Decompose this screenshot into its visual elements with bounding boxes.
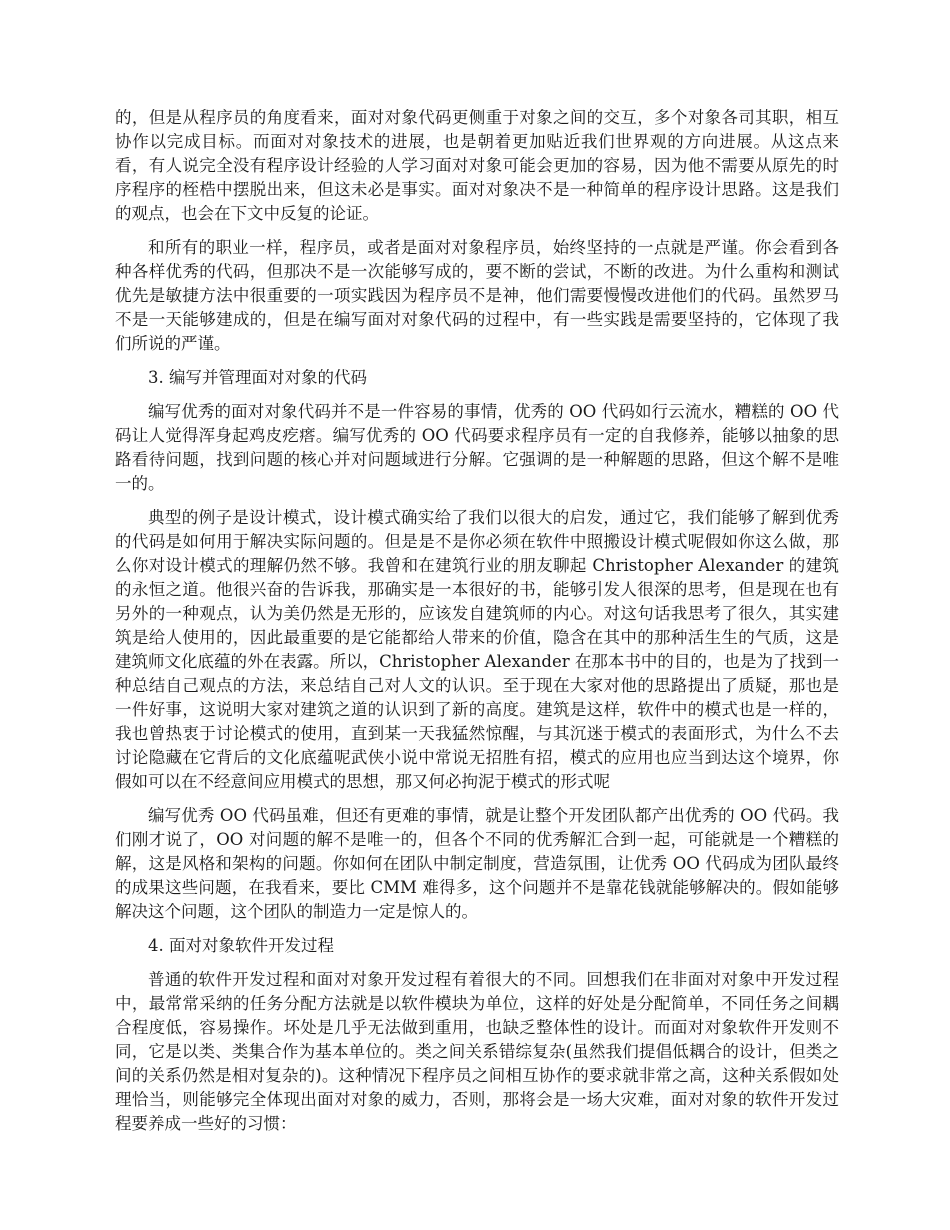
paragraph-1: 的，但是从程序员的角度看来，面对对象代码更侧重于对象之间的交互，多个对象各司其职，相互协作以完成目标。而面对对象技术的进展，也是朝着更加贴近我们世界观的方向进展。从这点来看，有人说完全没有程序设计经验的人学习面对对象可能会更加的容易，因为他不需要从原先的时序程序的桎梏中摆脱出来，但这未必是事实。面对对象决不是一种简单的程序设计思路。这是我们的观点，也会在下文中反复的论证。: [115, 108, 839, 223]
paragraph-2: 和所有的职业一样，程序员，或者是面对对象程序员，始终坚持的一点就是严谨。你会看到各种各样优秀的代码，但那决不是一次能够写成的，要不断的尝试，不断的改进。为什么重构和测试优先是敏捷方法中很重要的一项实践因为程序员不是神，他们需要慢慢改进他们的代码。虽然罗马不是一天能够建成的，但是在编写面对对象代码的过程中，有一些实践是需要坚持的，它体现了我们所说的严谨。: [115, 238, 839, 353]
paragraph-6: 普通的软件开发过程和面对对象开发过程有着很大的不同。回想我们在非面对对象中开发过程中，最常常采纳的任务分配方法就是以软件模块为单位，这样的好处是分配简单，不同任务之间耦合程度低，容易操作。坏处是几乎无法做到重用，也缺乏整体性的设计。而面对对象软件开发则不同，它是以类、类集合作为基本单位的。类之间关系错综复杂(虽然我们提倡低耦合的设计，但类之间的关系仍然是相对复杂的)。这种情况下程序员之间相互协作的要求就非常之高，这种关系假如处理恰当，则能够完全体现出面对对象的威力，否则，那将会是一场大灾难，面对对象的软件开发过程要养成一些好的习惯：: [115, 970, 839, 1133]
paragraph-5: 编写优秀 OO 代码虽难，但还有更难的事情，就是让整个开发团队都产出优秀的 OO 代码。我们刚才说了，OO 对问题的解不是唯一的，但各个不同的优秀解汇合到一起，可能就是一个糟糕的解，这是风格和架构的问题。你如何在团队中制定制度，营造氛围，让优秀 OO 代码成为团队最终的成果这些问题，在我看来，要比 CMM 难得多，这个问题并不是靠花钱就能够解决的。假如能够解决这个问题，这个团队的制造力一定是惊人的。: [115, 806, 839, 921]
document-page: [115, 106, 839, 1146]
paragraph-3: 编写优秀的面对对象代码并不是一件容易的事情，优秀的 OO 代码如行云流水，糟糕的 OO 代码让人觉得浑身起鸡皮疙瘩。编写优秀的 OO 代码要求程序员有一定的自我修养，能够以抽象的思路看待问题，找到问题的核心并对问题域进行分解。它强调的是一种解题的思路，但这个解不是唯一的。: [115, 402, 839, 493]
paragraph-4: 典型的例子是设计模式，设计模式确实给了我们以很大的启发，通过它，我们能够了解到优秀的代码是如何用于解决实际问题的。但是是不是你必须在软件中照搬设计模式呢假如你这么做，那么你对设计模式的理解仍然不够。我曾和在建筑行业的朋友聊起 Christopher Alexander 的建筑的永恒之道。他很兴奋的告诉我，那确实是一本很好的书，能够引发人很深的思考，但是现在也有另外的一种观点，认为美仍然是无形的，应该发自建筑师的内心。对这句话我思考了很久，其实建筑是给人使用的，因此最重要的是它能都给人带来的价值，隐含在其中的那种活生生的气质，这是建筑师文化底蕴的外在表露。所以，Christopher Alexander 在那本书中的目的，也是为了找到一种总结自己观点的方法，来总结自己对人文的认识。至于现在大家对他的思路提出了质疑，那也是一件好事，这说明大家对建筑之道的认识到了新的高度。建筑是这样，软件中的模式也是一样的，我也曾热衷于讨论模式的使用，直到某一天我猛然惊醒，与其沉迷于模式的表面形式，为什么不去讨论隐藏在它背后的文化底蕴呢武侠小说中常说无招胜有招，模式的应用也应当到达这个境界，你假如可以在不经意间应用模式的思想，那又何必拘泥于模式的形式呢: [115, 508, 839, 791]
section-heading-3: 3. 编写并管理面对对象的代码: [148, 368, 367, 387]
section-heading-4: 4. 面对对象软件开发过程: [148, 936, 334, 955]
